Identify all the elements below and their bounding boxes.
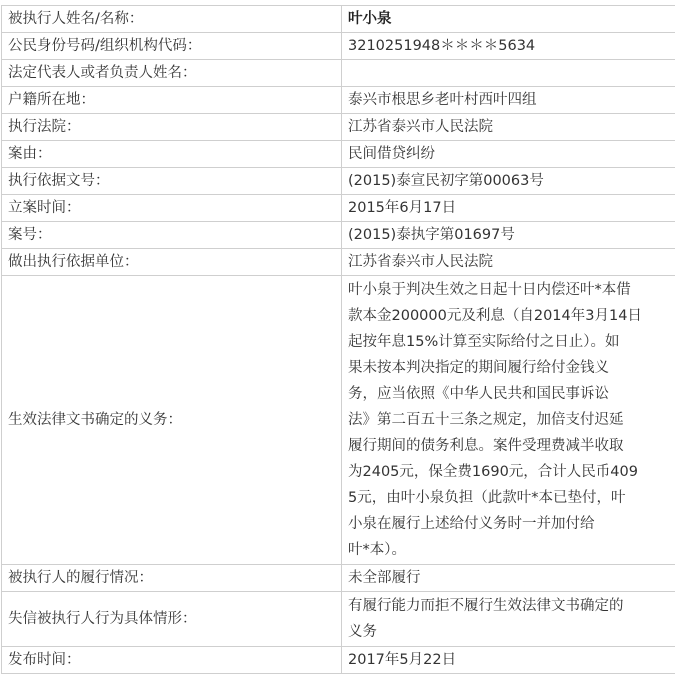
obligation-line: 履行期间的债务利息。案件受理费减半收取 (348, 433, 674, 459)
basis-doc-number-label: 执行依据文号： (2, 168, 342, 195)
obligation-line: 叶小泉于判决生效之日起十日内偿还叶*本借 (348, 277, 674, 303)
issuing-unit-value: 江苏省泰兴市人民法院 (342, 249, 675, 276)
table-row (2, 114, 675, 141)
dishonest-person-info-table (1, 5, 675, 674)
filing-date-label: 立案时间： (2, 195, 342, 222)
obligation-line: 5元，由叶小泉负担（此款叶*本已垫付，叶 (348, 485, 674, 511)
id-number-value: 3210251948＊＊＊＊5634 (342, 33, 675, 60)
performance-status-label: 被执行人的履行情况： (2, 565, 342, 592)
id-number-label: 公民身份号码/组织机构代码： (2, 33, 342, 60)
behavior-line: 义务 (348, 619, 674, 645)
name-label: 被执行人姓名/名称： (2, 6, 342, 33)
dishonest-behavior-label: 失信被执行人行为具体情形： (2, 592, 342, 647)
issuing-unit-label: 做出执行依据单位： (2, 249, 342, 276)
performance-status-value: 未全部履行 (342, 565, 675, 592)
obligation-line: 起按年息15%计算至实际给付之日止）。如 (348, 329, 674, 355)
name-value: 叶小泉 (342, 6, 675, 33)
obligation-value (342, 276, 675, 565)
court-value: 江苏省泰兴市人民法院 (342, 114, 675, 141)
table-row (2, 6, 675, 33)
obligation-line: 为2405元，保全费1690元，合计人民币409 (348, 459, 674, 485)
table-row (2, 222, 675, 249)
publish-date-label: 发布时间： (2, 647, 342, 674)
obligation-line: 小泉在履行上述给付义务时一并加付给 (348, 511, 674, 537)
table-row (2, 60, 675, 87)
table-row (2, 647, 675, 674)
table-row (2, 141, 675, 168)
case-cause-value: 民间借贷纠纷 (342, 141, 675, 168)
publish-date-value: 2017年5月22日 (342, 647, 675, 674)
obligation-line: 务，应当依照《中华人民共和国民事诉讼 (348, 381, 674, 407)
obligation-line: 款本金200000元及利息（自2014年3月14日 (348, 303, 674, 329)
table-row (2, 592, 675, 647)
obligation-line: 叶*本）。 (348, 537, 674, 563)
obligation-label: 生效法律文书确定的义务： (2, 276, 342, 565)
table-row (2, 565, 675, 592)
filing-date-value: 2015年6月17日 (342, 195, 675, 222)
obligation-line: 果未按本判决指定的期间履行给付金钱义 (348, 355, 674, 381)
case-cause-label: 案由： (2, 141, 342, 168)
court-label: 执行法院： (2, 114, 342, 141)
legal-representative-label: 法定代表人或者负责人姓名： (2, 60, 342, 87)
table-row (2, 33, 675, 60)
obligation-line: 法》第二百五十三条之规定，加倍支付迟延 (348, 407, 674, 433)
case-number-value: (2015)泰执字第01697号 (342, 222, 675, 249)
domicile-label: 户籍所在地： (2, 87, 342, 114)
legal-representative-value (342, 60, 675, 87)
behavior-line: 有履行能力而拒不履行生效法律文书确定的 (348, 593, 674, 619)
basis-doc-number-value: (2015)泰宣民初字第00063号 (342, 168, 675, 195)
table-row (2, 87, 675, 114)
case-number-label: 案号： (2, 222, 342, 249)
domicile-value: 泰兴市根思乡老叶村西叶四组 (342, 87, 675, 114)
table-row (2, 168, 675, 195)
table-row (2, 249, 675, 276)
dishonest-behavior-value (342, 592, 675, 647)
table-row (2, 195, 675, 222)
table-row (2, 276, 675, 565)
